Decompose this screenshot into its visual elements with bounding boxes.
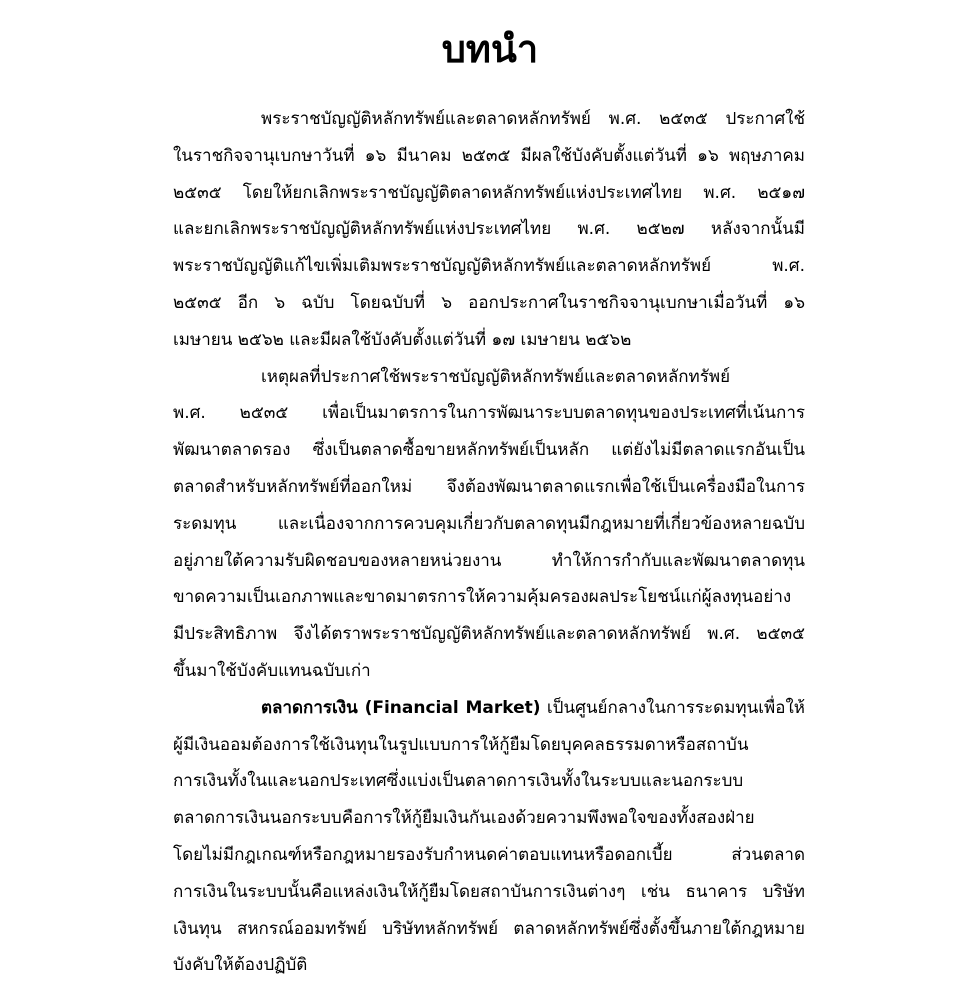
text-line: ตลาดการเงินนอกระบบคือการให้กู้ยืมเงินกันเองด้วยความพึงพอใจของทั้งสองฝ่าย bbox=[173, 808, 755, 829]
paragraph-act-history bbox=[173, 101, 805, 359]
text-line: ตลาดสำหรับหลักทรัพย์ที่ออกใหม่ จึงต้องพัฒนาตลาดแรกเพื่อใช้เป็นเครื่องมือในการ bbox=[173, 476, 805, 497]
defined-term: ตลาดการเงิน (Financial Market) bbox=[261, 697, 541, 718]
text-line: ๒๕๓๕ โดยให้ยกเลิกพระราชบัญญัติตลาดหลักทรัพย์แห่งประเทศไทย พ.ศ. ๒๕๑๗ bbox=[173, 182, 805, 203]
text-line: การเงินทั้งในและนอกประเทศซึ่งแบ่งเป็นตลาดการเงินทั้งในระบบและนอกระบบ bbox=[173, 771, 744, 792]
text-line: ผู้มีเงินออมต้องการใช้เงินทุนในรูปแบบการให้กู้ยืมโดยบุคคลธรรมดาหรือสถาบัน bbox=[173, 734, 749, 755]
text-line: การเงินในระบบนั้นคือแหล่งเงินให้กู้ยืมโดยสถาบันการเงินต่างๆ เช่น ธนาคาร บริษัท bbox=[173, 881, 805, 902]
text-line: เงินทุน สหกรณ์ออมทรัพย์ บริษัทหลักทรัพย์ ตลาดหลักทรัพย์ซึ่งตั้งขึ้นภายใต้กฎหมาย bbox=[173, 918, 805, 939]
text-line: ระดมทุน และเนื่องจากการควบคุมเกี่ยวกับตลาดทุนมีกฎหมายที่เกี่ยวข้องหลายฉบับ bbox=[173, 513, 805, 534]
paragraph-financial-market bbox=[173, 690, 805, 984]
text-line: พระราชบัญญัติหลักทรัพย์และตลาดหลักทรัพย์ พ.ศ. ๒๕๓๕ ประกาศใช้ bbox=[261, 109, 805, 129]
page-title: บทนำ bbox=[441, 27, 539, 71]
text-line: พัฒนาตลาดรอง ซึ่งเป็นตลาดซื้อขายหลักทรัพย์เป็นหลัก แต่ยังไม่มีตลาดแรกอันเป็น bbox=[173, 440, 805, 461]
text-line: บังคับให้ต้องปฏิบัติ bbox=[173, 955, 308, 976]
text-line: พระราชบัญญัติแก้ไขเพิ่มเติมพระราชบัญญัติหลักทรัพย์และตลาดหลักทรัพย์ พ.ศ. bbox=[173, 256, 805, 277]
text-line: พ.ศ. ๒๕๓๕ เพื่อเป็นมาตรการในการพัฒนาระบบตลาดทุนของประเทศที่เน้นการ bbox=[173, 403, 805, 424]
text-run: เป็นศูนย์กลางในการระดมทุนเพื่อให้ bbox=[540, 697, 805, 718]
document-body bbox=[173, 101, 805, 984]
text-line: และยกเลิกพระราชบัญญัติหลักทรัพย์แห่งประเทศไทย พ.ศ. ๒๕๒๗ หลังจากนั้นมี bbox=[173, 219, 805, 240]
text-line: ขาดความเป็นเอกภาพและขาดมาตรการให้ความคุ้มครองผลประโยชน์แก่ผู้ลงทุนอย่าง bbox=[173, 587, 792, 608]
text-line: โดยไม่มีกฎเกณฑ์หรือกฎหมายรองรับกำหนดค่าตอบแทนหรือดอกเบี้ย ส่วนตลาด bbox=[173, 844, 805, 865]
text-line: อยู่ภายใต้ความรับผิดชอบของหลายหน่วยงาน ทำให้การกำกับและพัฒนาตลาดทุน bbox=[173, 550, 805, 571]
text-line bbox=[173, 690, 805, 727]
text-line: เมษายน ๒๕๖๒ และมีผลใช้บังคับตั้งแต่วันที่ ๑๗ เมษายน ๒๕๖๒ bbox=[173, 329, 632, 350]
text-line: ๒๕๓๕ อีก ๖ ฉบับ โดยฉบับที่ ๖ ออกประกาศในราชกิจจานุเบกษาเมื่อวันที่ ๑๖ bbox=[173, 292, 805, 313]
text-line: เหตุผลที่ประกาศใช้พระราชบัญญัติหลักทรัพย์และตลาดหลักทรัพย์ bbox=[261, 366, 731, 387]
text-line: ขึ้นมาใช้บังคับแทนฉบับเก่า bbox=[173, 660, 371, 681]
text-line: มีประสิทธิภาพ จึงได้ตราพระราชบัญญัติหลักทรัพย์และตลาดหลักทรัพย์ พ.ศ. ๒๕๓๕ bbox=[173, 624, 805, 645]
text-line: ในราชกิจจานุเบกษาวันที่ ๑๖ มีนาคม ๒๕๓๕ มีผลใช้บังคับตั้งแต่วันที่ ๑๖ พฤษภาคม bbox=[173, 145, 805, 166]
paragraph-rationale bbox=[173, 359, 805, 690]
